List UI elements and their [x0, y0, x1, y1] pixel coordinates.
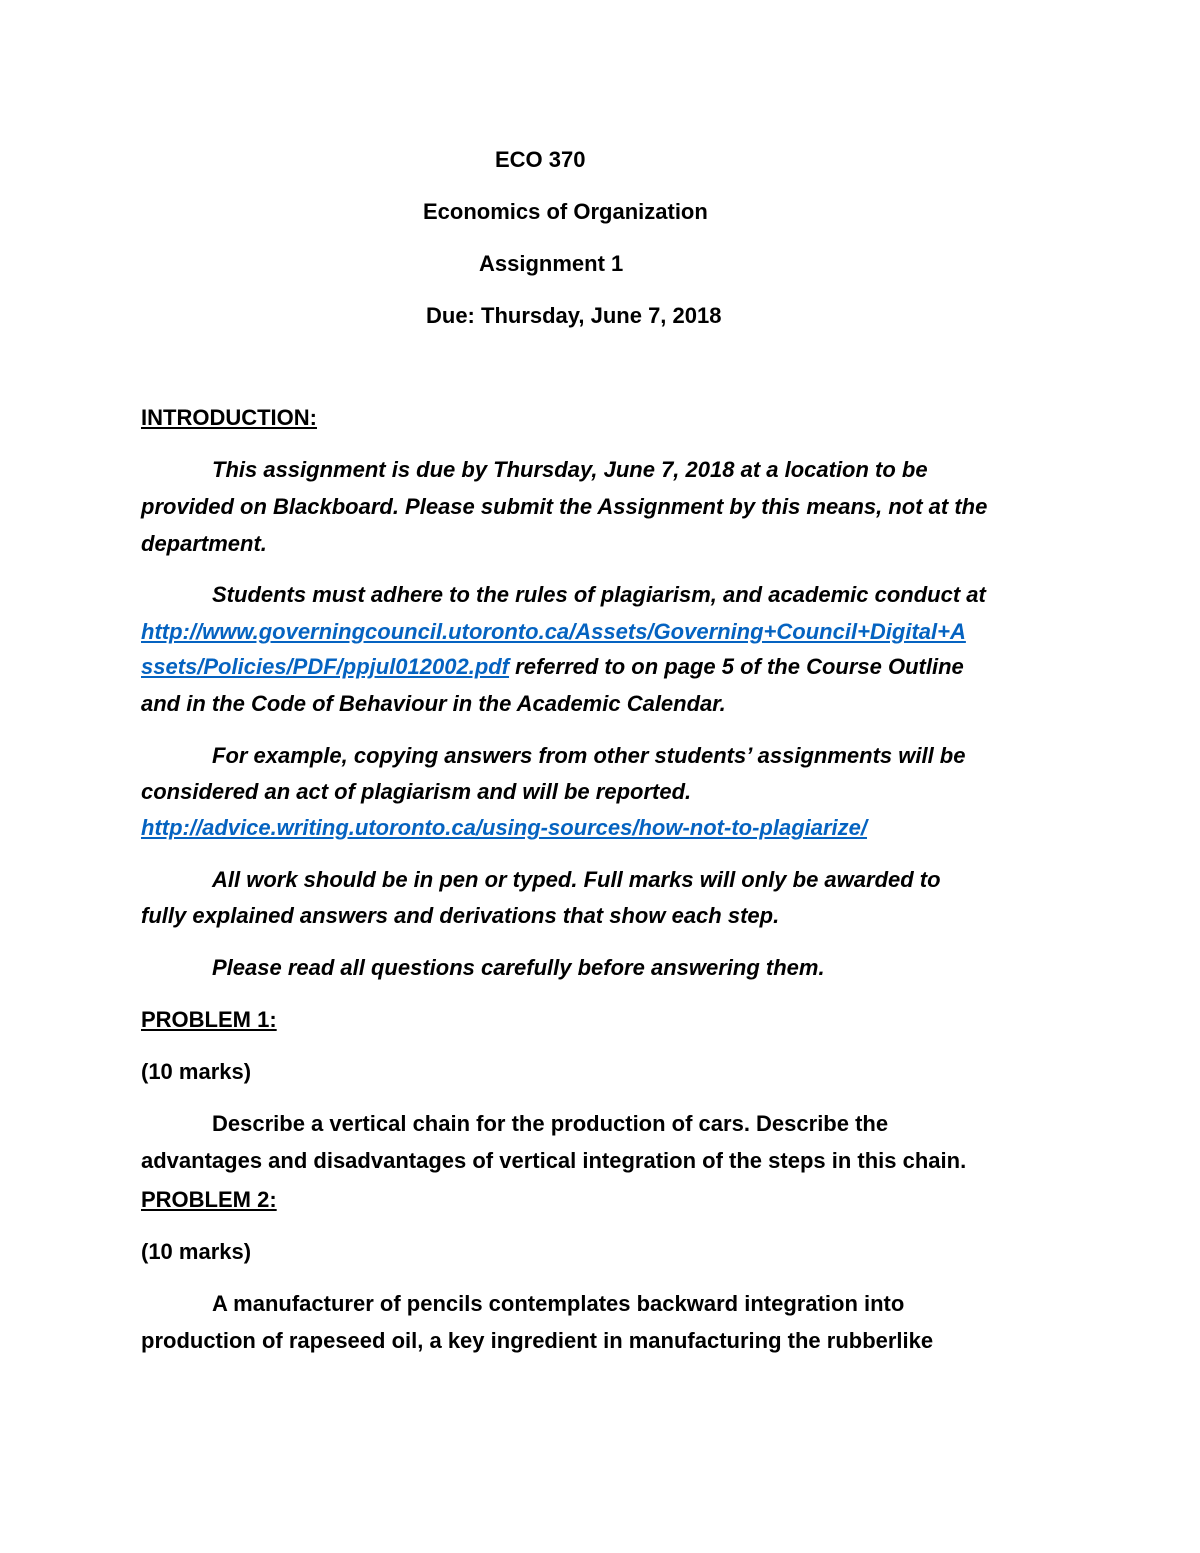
course-name: Economics of Organization — [423, 199, 708, 224]
policy-link-line-1[interactable]: http://www.governingcouncil.utoronto.ca/Assets/Governing+Council+Digital+A — [141, 619, 966, 644]
policy-link-line-2[interactable]: ssets/Policies/PDF/ppjul012002.pdf — [141, 654, 510, 679]
intro-paragraph-2-line-4: and in the Code of Behaviour in the Academic Calendar. — [141, 691, 726, 716]
intro-paragraph-1-line-1: This assignment is due by Thursday, June 7, 2018 at a location to be — [212, 457, 928, 482]
intro-paragraph-2-line-3 — [141, 653, 964, 681]
problem-2-marks: (10 marks) — [141, 1239, 252, 1264]
problem-1-text-line-2: advantages and disadvantages of vertical integration of the steps in this chain. — [141, 1148, 967, 1173]
intro-paragraph-5: Please read all questions carefully before answering them. — [212, 955, 825, 980]
problem-1-marks: (10 marks) — [141, 1059, 252, 1084]
course-code: ECO 370 — [495, 147, 586, 172]
intro-paragraph-3-line-2: considered an act of plagiarism and will be reported. — [141, 779, 692, 804]
problem-2-text-line-1: A manufacturer of pencils contemplates backward integration into — [212, 1291, 905, 1316]
problem-1-text-line-1: Describe a vertical chain for the production of cars. Describe the — [212, 1111, 889, 1136]
due-date: Due: Thursday, June 7, 2018 — [426, 303, 722, 328]
problem-2-heading: PROBLEM 2: — [141, 1187, 277, 1212]
intro-paragraph-3-line-1: For example, copying answers from other students’ assignments will be — [212, 743, 966, 768]
intro-paragraph-2-line-1: Students must adhere to the rules of plagiarism, and academic conduct at — [212, 582, 986, 607]
intro-paragraph-1-line-2: provided on Blackboard. Please submit the Assignment by this means, not at the — [141, 494, 988, 519]
problem-1-heading: PROBLEM 1: — [141, 1007, 277, 1032]
introduction-heading: INTRODUCTION: — [141, 405, 317, 430]
plagiarism-advice-link[interactable]: http://advice.writing.utoronto.ca/using-sources/how-not-to-plagiarize/ — [141, 815, 868, 840]
assignment-title: Assignment 1 — [479, 251, 624, 276]
problem-2-text-line-2: production of rapeseed oil, a key ingredient in manufacturing the rubberlike — [141, 1328, 934, 1353]
intro-paragraph-1-line-3: department. — [141, 531, 267, 556]
policy-link-trailing-text: referred to on page 5 of the Course Outline — [509, 654, 964, 679]
intro-paragraph-4-line-1: All work should be in pen or typed. Full marks will only be awarded to — [212, 867, 941, 892]
intro-paragraph-4-line-2: fully explained answers and derivations that show each step. — [141, 903, 780, 928]
